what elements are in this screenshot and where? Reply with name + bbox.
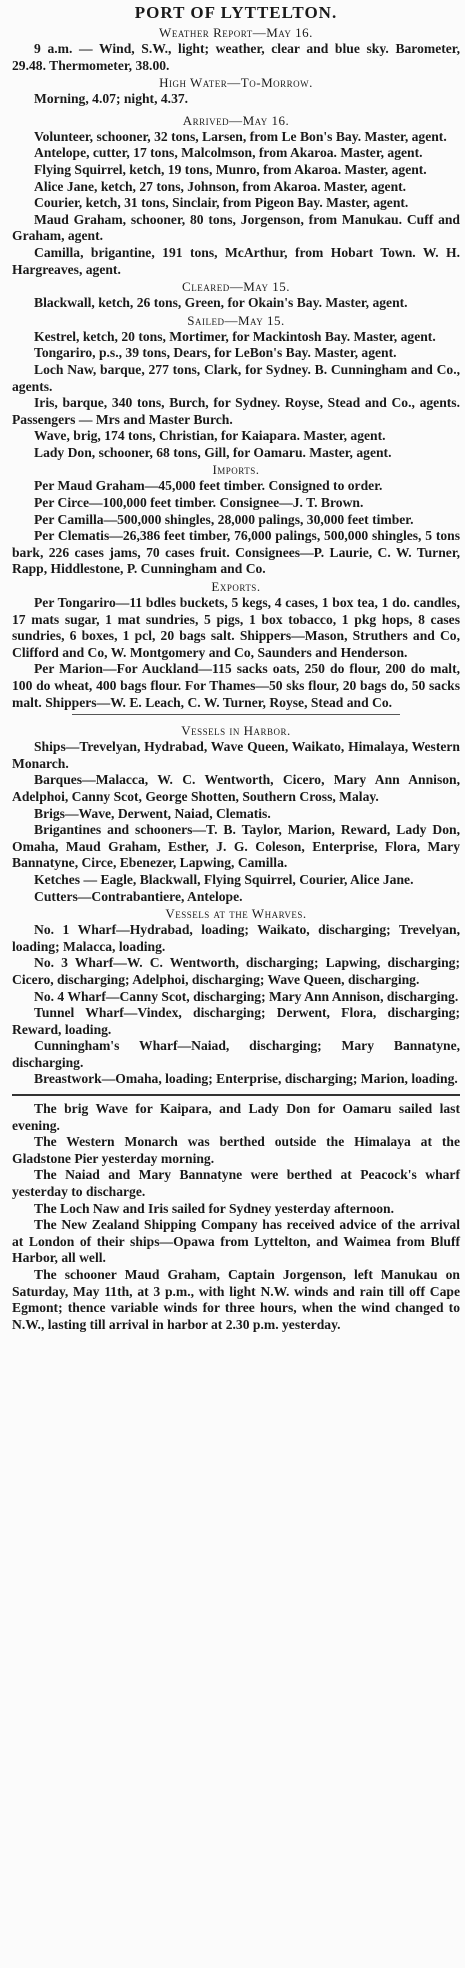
list-item: Ketches — Eagle, Blackwall, Flying Squirrel, Courier, Alice Jane. — [34, 871, 414, 887]
news-list — [12, 1101, 460, 1333]
list-item: Tunnel Wharf—Vindex, discharging; Derwent, Flora, discharging; Reward, loading. — [12, 1005, 460, 1037]
high-water-text: Morning, 4.07; night, 4.37. — [34, 91, 189, 107]
page-title: PORT OF LYTTELTON. — [134, 3, 338, 22]
list-item: No. 3 Wharf—W. C. Wentworth, discharging; Lapwing, discharging; Cicero, discharging; Adelphoi, discharging; Wave Queen, discharging. — [12, 955, 460, 987]
sailed-list — [12, 329, 460, 462]
list-item: The Western Monarch was berthed outside the Himalaya at the Gladstone Pier yesterday morning. — [12, 1134, 460, 1166]
sailed-heading: Sailed—May 15. — [187, 312, 285, 328]
vessels-list — [12, 739, 460, 905]
list-item: No. 1 Wharf—Hydrabad, loading; Waikato, discharging; Trevelyan, loading; Malacca, loading. — [12, 922, 460, 954]
vessels-heading: Vessels in Harbor. — [181, 723, 291, 739]
arrived-list — [12, 129, 460, 278]
list-item: Wave, brig, 174 tons, Christian, for Kaiapara. Master, agent. — [34, 428, 386, 444]
list-item: Volunteer, schooner, 32 tons, Larsen, from Le Bon's Bay. Master, agent. — [34, 128, 447, 144]
list-item: Per Tongariro—11 bdles buckets, 5 kegs, 4 cases, 1 box tea, 1 do. candles, 17 mats sugar, 1 mat sundries, 5 pigs, 1 box tobacco, 1 pkg hops, 8 cases sundries, 6 boxes, 1 pcl, 20 bags salt. Shippers—Mason, Struthers and Co, Clifford and Co, W. Montgomery and Co, Saunders and Henderson. — [12, 595, 460, 660]
arrived-heading: Arrived—May 16. — [182, 112, 290, 128]
list-item: The brig Wave for Kaipara, and Lady Don for Oamaru sailed last evening. — [12, 1101, 460, 1133]
imports-heading: Imports. — [212, 462, 260, 478]
list-item: Flying Squirrel, ketch, 19 tons, Munro, from Akaroa. Master, agent. — [34, 161, 427, 177]
exports-list — [12, 595, 460, 711]
list-item: Brigs—Wave, Derwent, Naiad, Clematis. — [34, 805, 271, 821]
wharves-list — [12, 922, 460, 1088]
list-item: Courier, ketch, 31 tons, Sinclair, from Pigeon Bay. Master, agent. — [34, 195, 409, 211]
divider — [72, 714, 400, 715]
list-item: Blackwall, ketch, 26 tons, Green, for Okain's Bay. Master, agent. — [34, 295, 408, 311]
list-item: Ships—Trevelyan, Hydrabad, Wave Queen, Waikato, Himalaya, Western Monarch. — [12, 739, 460, 771]
list-item: Per Camilla—500,000 shingles, 28,000 palings, 30,000 feet timber. — [34, 511, 414, 527]
list-item: Cunningham's Wharf—Naiad, discharging; Mary Bannatyne, discharging. — [12, 1038, 460, 1070]
list-item: No. 4 Wharf—Canny Scot, discharging; Mary Ann Annison, discharging. — [34, 988, 459, 1004]
list-item: Per Clematis—26,386 feet timber, 76,000 palings, 500,000 shingles, 5 tons bark, 226 cases jams, 70 cases fruit. Consignees—P. Laurie, C. W. Turner, Rapp, Hiddlestone, P. Cunningham and Co. — [12, 528, 460, 577]
list-item: The New Zealand Shipping Company has received advice of the arrival at London of their ships—Opawa from Lyttelton, and Waimea from Bluff Harbor, all well. — [12, 1217, 460, 1266]
list-item: Brigantines and schooners—T. B. Taylor, Marion, Reward, Lady Don, Omaha, Maud Graham, Esther, J. G. Coleson, Enterprise, Flora, Mary Bannatyne, Circe, Ebenezer, Lapwing, Camilla. — [12, 822, 460, 871]
cleared-heading: Cleared—May 15. — [182, 279, 290, 295]
weather-heading: Weather Report—May 16. — [159, 25, 313, 40]
list-item: Lady Don, schooner, 68 tons, Gill, for Oamaru. Master, agent. — [34, 444, 392, 460]
list-item: Breastwork—Omaha, loading; Enterprise, discharging; Marion, loading. — [34, 1071, 458, 1087]
list-item: Barques—Malacca, W. C. Wentworth, Cicero, Mary Ann Annison, Adelphoi, Canny Scot, George Shotten, Southern Cross, Malay. — [12, 772, 460, 804]
list-item: Camilla, brigantine, 191 tons, McArthur, from Hobart Town. W. H. Hargreaves, agent. — [12, 244, 460, 277]
list-item: Iris, barque, 340 tons, Burch, for Sydney. Royse, Stead and Co., agents. Passengers — Mrs and Master Burch. — [12, 395, 460, 427]
list-item: Antelope, cutter, 17 tons, Malcolmson, from Akaroa. Master, agent. — [34, 145, 423, 161]
list-item: Loch Naw, barque, 277 tons, Clark, for Sydney. B. Cunningham and Co., agents. — [12, 361, 460, 394]
wharves-heading: Vessels at the Wharves. — [165, 906, 307, 922]
weather-text: 9 a.m. — Wind, S.W., light; weather, clear and blue sky. Barometer, 29.48. Thermometer, 38.00. — [12, 41, 460, 73]
section-rule — [12, 1094, 460, 1096]
list-item: Kestrel, ketch, 20 tons, Mortimer, for Mackintosh Bay. Master, agent. — [34, 328, 436, 344]
list-item: Per Circe—100,000 feet timber. Consignee—J. T. Brown. — [34, 495, 364, 511]
list-item: Maud Graham, schooner, 80 tons, Jorgenson, from Manukau. Cuff and Graham, agent. — [12, 211, 460, 244]
list-item: Cutters—Contrabantiere, Antelope. — [34, 888, 243, 904]
exports-heading: Exports. — [211, 579, 261, 595]
newspaper-column — [12, 0, 460, 1333]
list-item: Per Maud Graham—45,000 feet timber. Consigned to order. — [34, 478, 383, 494]
list-item: The schooner Maud Graham, Captain Jorgenson, left Manukau on Saturday, May 11th, at 3 p.m., with light N.W. winds and rain till off Cape Egmont; thence variable winds for three hours, when the wind changed to N.W., lasting till arrival in harbor at 2.30 p.m. yesterday. — [12, 1267, 460, 1332]
list-item: The Loch Naw and Iris sailed for Sydney yesterday afternoon. — [34, 1200, 394, 1216]
cleared-list — [12, 295, 460, 312]
imports-list — [12, 478, 460, 578]
high-water-heading: High Water—To-Morrow. — [159, 75, 313, 91]
list-item: Alice Jane, ketch, 27 tons, Johnson, from Akaroa. Master, agent. — [34, 178, 407, 194]
list-item: The Naiad and Mary Bannatyne were berthed at Peacock's wharf yesterday to discharge. — [12, 1167, 460, 1200]
list-item: Tongariro, p.s., 39 tons, Dears, for LeBon's Bay. Master, agent. — [34, 345, 397, 361]
list-item: Per Marion—For Auckland—115 sacks oats, 250 do flour, 200 do malt, 100 do wheat, 400 bags flour. For Thames—50 sks flour, 20 bags do, 50 sacks malt. Shippers—W. E. Leach, C. W. Turner, Royse, Stead and Co. — [12, 661, 460, 710]
